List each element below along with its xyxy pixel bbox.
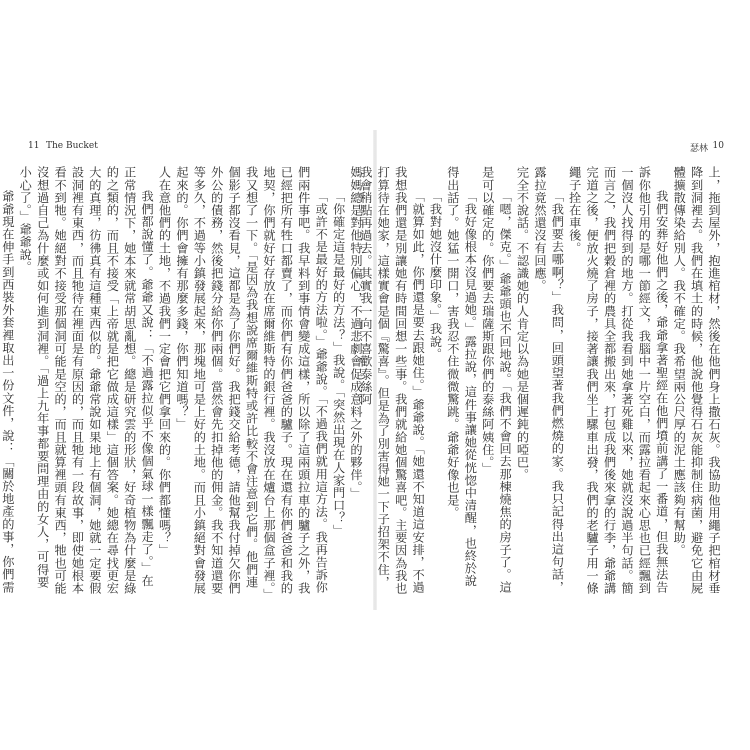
right-page xyxy=(358,130,730,610)
paragraph: 「我們要去哪啊？」我問，回頭望著我們燃燒的家。我只記得出這句話，露拉竟然還沒有回應。 xyxy=(532,166,565,594)
left-page xyxy=(0,130,370,610)
right-body-text xyxy=(358,166,722,598)
paragraph: 「我好像根本沒見過她。」露拉說，這件事讓她從恍惚中清醒，也終於說得出話了。她猛一開口，害我忍不住微微驚跳。爺爺好像也是。 xyxy=(445,166,478,588)
left-running-title: The Bucket xyxy=(46,141,98,151)
paragraph: 完全不說話。不認識她的人肯定以為她是個遲鈍的啞巴。 xyxy=(515,166,530,481)
paragraph: 「你確定這是最好的方法？」我說。「突然出現在人家門口？」 xyxy=(331,190,346,538)
right-page-number: 10 xyxy=(712,141,724,151)
paragraph: 「或許不是最好的方法啦。」爺爺說。「不過我們就用這方法。我再告訴你們兩件事吧。我早料到事情會變成這樣，所以除了這兩頭拉車的驢子之外，我已經把所有牲口都賣了，而你們有你們爸爸的驢子。現在還有你們爸爸和我的地契，你們就好好存放在席爾維斯特的銀行裡。我沒放在爐台上那個盒子裡。」我又想了一下。「是因為我想說席爾維斯特或許比較不會注意到它們。他們連個影子都沒看見，這都是為了你們好。我把錢交給考德，請他幫我付掉欠你們外公的債務，然後把錢分給你們兩個。當然會先扣掉他的佣金。我不知道還要等多久，不過等小鎮發展起來，那塊地可是上好的土地。而且小鎮絕對會發展起來的。你們會擁有那麼多錢，你們知道嗎？」 xyxy=(174,166,329,595)
left-page-number: 11 xyxy=(28,141,40,151)
paragraph: 媽媽總是對他特別偏心，不過悲劇會促成意料之外的夥伴。」 xyxy=(349,166,363,501)
right-running-title: 瑟林 xyxy=(689,144,708,154)
paragraph: 我們安葬好他們之後，爺爺拿著聖經在他們墳前講了一番道，但我無法告訴你他引用的是哪一節經文，我腦中一片空白，而露拉看起來心思也已經飄到一個沒人找得到的地方。打從我看到她拿著死雞以來，她就沒說過半句話。簡而言之，我們把穀倉裡的農具全都搬出來，打包成我們後來拿的行李，爺爺講完道之後，便放火燒了房子，接著讓我們坐上騾車出發，我們的老驢子用一條繩子拴在車後。 xyxy=(567,166,669,595)
book-spread xyxy=(0,130,730,610)
paragraph: 「嗯，傑克。」爺爺頭也不回地說。「我們不會回去那棟燒焦的房子了。這是可以確定的。你們要去瑞薩斯跟你們的泰絲阿姨住。」 xyxy=(480,166,513,594)
paragraph: 爺爺現在伸手到西裝外套裡取出一份文件，說：「關於地產的事，你們需 xyxy=(0,190,15,594)
paragraph: 人在意他們的土地，不過我們一定會把它們拿回來的。你們都懂嗎？」 xyxy=(157,166,172,557)
paragraph: 「就算如此，你們還是要去跟她住。」爺爺說。「她還不知道這安排，不過我想我們還是別讓她有時間回想一些事。我們就給她個驚喜吧。主要因為我也打算待在她家，這樣實會是個『驚喜』。但是為了別害得她一下子招架不住，我會稍點再過去。其實我一向不喜歡泰絲阿 xyxy=(358,166,426,595)
paragraph: 「我對她沒什麼印象。」我說。 xyxy=(428,190,443,361)
paragraph: 上，拖到屋外，抱進棺材，然後在他們身上撒石灰。我協助他用繩子把棺材垂降到洞裡去。我們在填土的時候，他說他覺得石灰能抑制住病菌，避免它由屍體擴散傳染給別人。我不確定。我希望兩公尺厚的泥土應該夠有幫助。 xyxy=(672,166,721,595)
left-body-text xyxy=(0,166,364,598)
paragraph: 我們都說懂了。爺爺又說：「不過露拉似乎不像個氣球一樣飄走了。」在正常情況下，她本來就常胡思亂想。總是研究雲的形狀，好奇植物為什麼是綠的之類的，而且不接受「上帝就是把它做成這樣」這個答案。她總在尋找更宏大的真理，彷彿真有這種東西似的。爺爺常說如果地上有個洞，她就一定要假設洞裡有東西，而且牠待在裡面是有原因的，而且牠有一段故事，即使她根本看不到牠。她絕對不接受那個洞可能是空的，而且就算裡頭有東西，牠也可能沒想過自己為什麼或如何進到洞裡。「過上九年事都要問理由的女人，可得要小心了。」爺爺說。 xyxy=(18,166,155,595)
